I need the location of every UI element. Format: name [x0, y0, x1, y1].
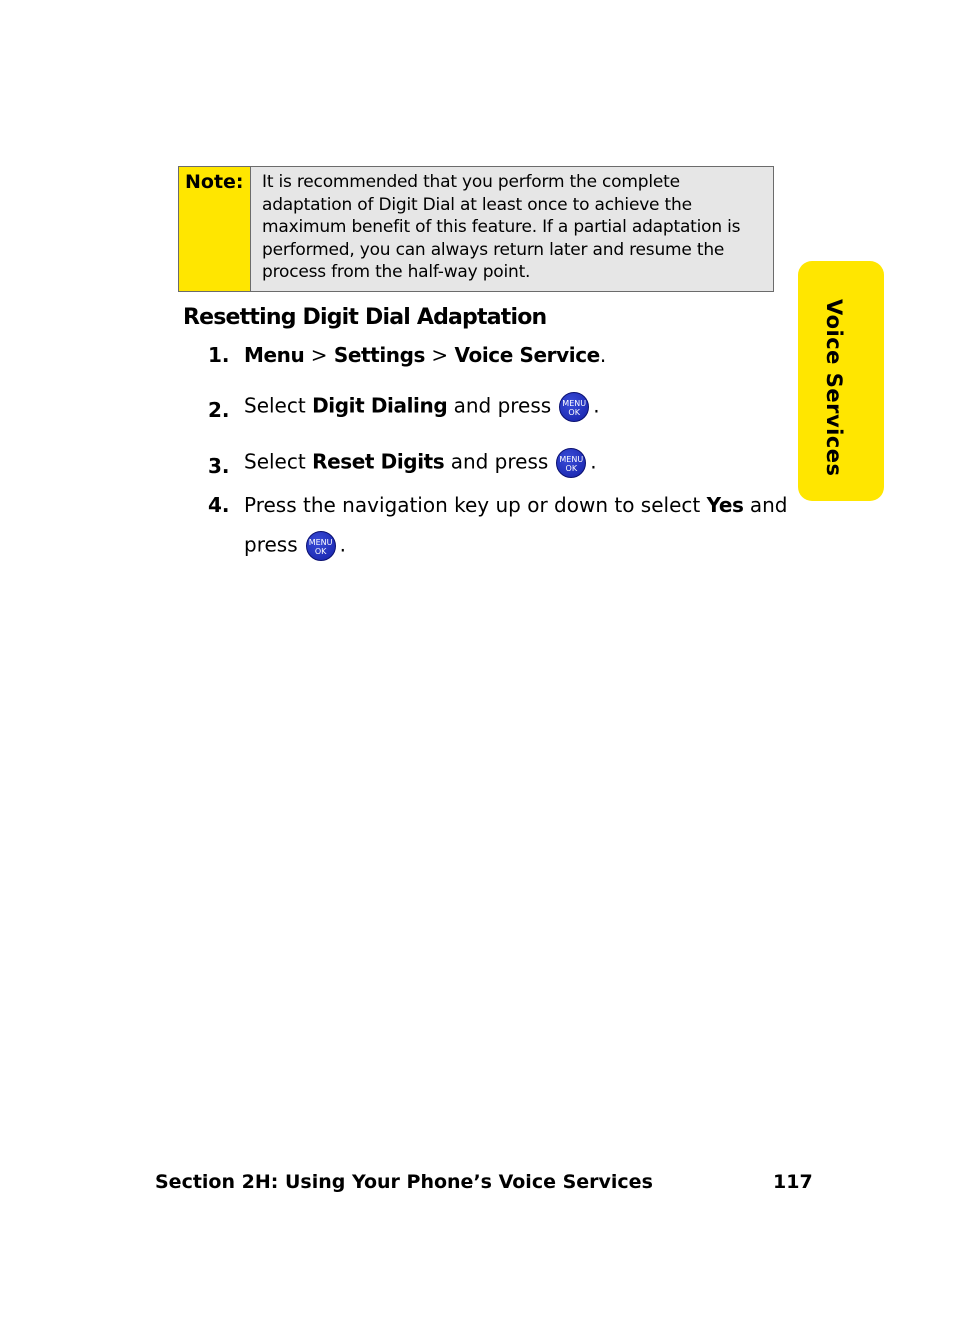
step-body: [244, 392, 600, 422]
step-body: [244, 493, 788, 517]
period: .: [590, 449, 597, 474]
step-text: press: [244, 532, 298, 557]
period: .: [339, 532, 346, 557]
step-body: [244, 343, 606, 367]
step-text: Select: [244, 393, 306, 418]
menu-term: Menu: [244, 343, 305, 367]
step-number: 2.: [208, 398, 230, 422]
step-text: and: [749, 493, 788, 517]
separator: >: [310, 343, 328, 367]
step-body: [244, 448, 597, 478]
period: .: [599, 343, 607, 367]
note-text: It is recommended that you perform the complete adaptation of Digit Dial at least once to achieve the maximum benefit of this feature. If a partial adaptation is performed, you can always return later and resume the process from the half-way point.: [262, 172, 741, 282]
step-text: Press the navigation key up or down to select: [244, 493, 701, 517]
note-label: Note:: [179, 167, 251, 291]
step-text: and press: [453, 393, 552, 418]
separator: >: [431, 343, 449, 367]
page-number: 117: [773, 1171, 813, 1193]
menu-ok-key-icon: MENU OK: [559, 392, 589, 422]
menu-ok-key-icon: MENU OK: [556, 448, 586, 478]
step-text: and press: [450, 449, 549, 474]
period: .: [593, 393, 600, 418]
section-heading: Resetting Digit Dial Adaptation: [183, 305, 547, 330]
menu-ok-key-icon: MENU OK: [306, 531, 336, 561]
step-number: 1.: [208, 343, 230, 367]
step-number: 4.: [208, 493, 230, 517]
yes-term: Yes: [706, 493, 744, 517]
side-tab-label: Voice Services: [822, 299, 846, 477]
footer-section-title: Section 2H: Using Your Phone’s Voice Services: [155, 1171, 653, 1193]
voice-service-term: Voice Service: [454, 343, 600, 367]
reset-digits-term: Reset Digits: [312, 449, 445, 474]
step-number: 3.: [208, 454, 230, 478]
step-body-line-2: [244, 531, 346, 561]
side-tab: [798, 261, 884, 501]
step-text: Select: [244, 449, 306, 474]
settings-term: Settings: [333, 343, 426, 367]
note-box: [178, 166, 774, 292]
digit-dialing-term: Digit Dialing: [312, 393, 448, 418]
